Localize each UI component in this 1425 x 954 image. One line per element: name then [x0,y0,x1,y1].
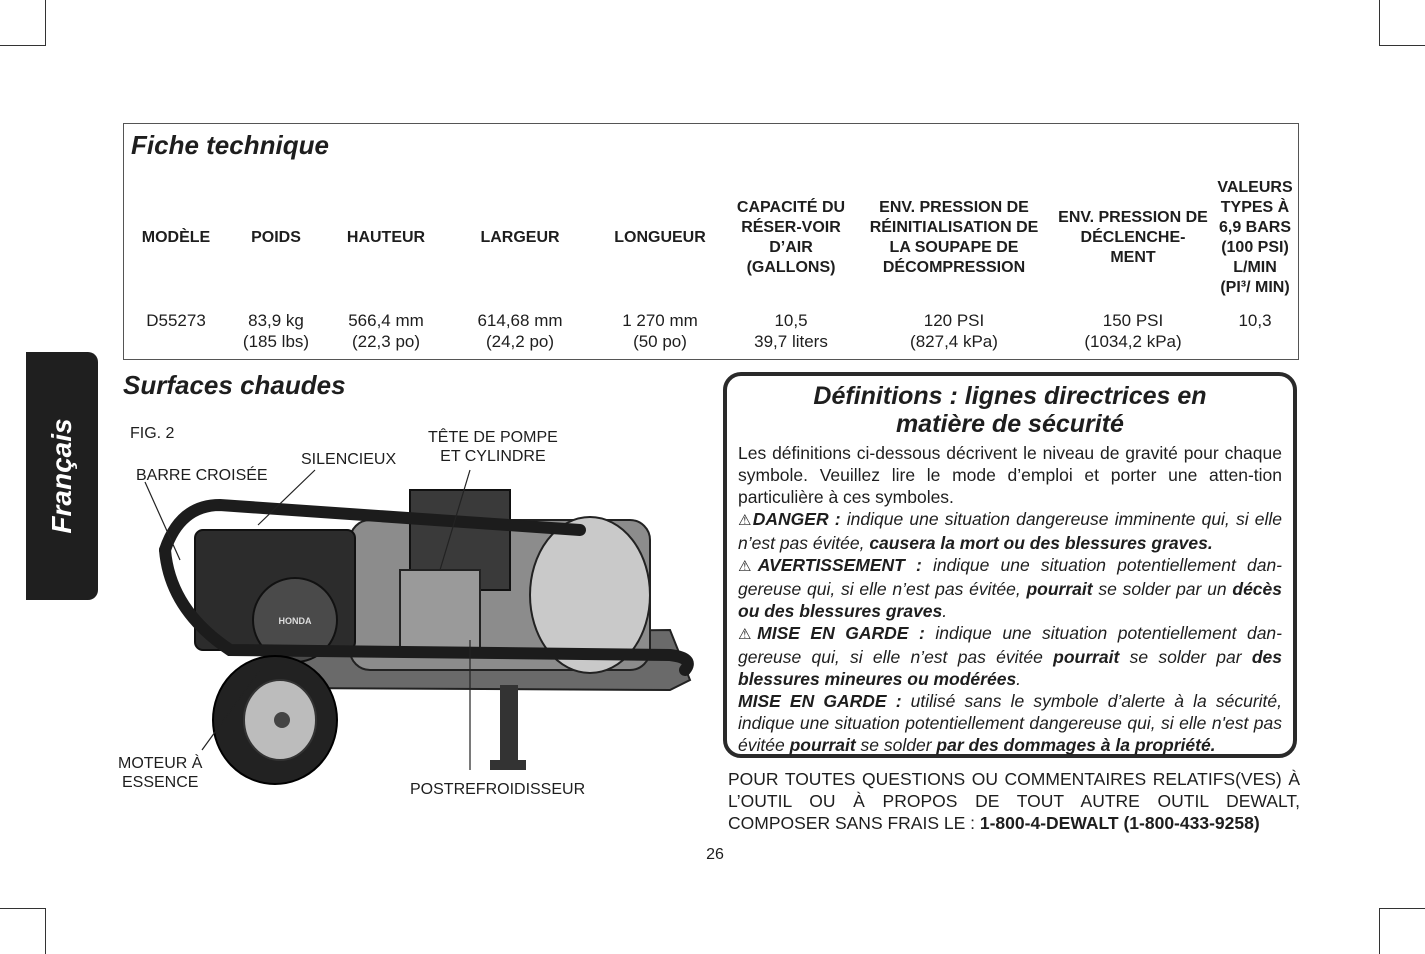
spec-header: VALEURS TYPES À 6,9 BARS (100 PSI) L/MIN (PI³/ MIN) [1217,179,1293,296]
cell-line: (24,2 po) [485,332,555,351]
danger-label: DANGER : [752,509,841,529]
spec-table [124,176,1298,352]
spec-header: POIDS [251,229,301,246]
spec-cell-weight [228,300,324,352]
cell-line: (185 lbs) [242,332,310,351]
spec-header-row [124,176,1298,300]
cell-line: 39,7 liters [754,332,828,351]
spec-header: LARGEUR [480,229,560,246]
warning-bold-2: décès ou des blessures graves [738,579,1282,621]
caution-text-2: se solder par [1119,647,1252,667]
page-number: 26 [706,846,724,863]
notice-text: utilisé sans le symbole d’alerte à la sécurité, indique une situation potentiellement dangereuse qui, si elle n'est pas évitée [738,691,1282,755]
crop-mark [1379,908,1425,909]
compressor-figure [110,420,720,810]
cell-line: 10,5 [774,311,808,330]
notice-bold-2: par des dommages à la propriété. [936,735,1216,755]
cell-line: 1 270 mm [622,311,698,330]
callout-crossbar: BARRE CROISÉE [136,467,268,484]
definitions-title-line2: matière de sécurité [896,410,1124,438]
caution-end: . [1016,669,1022,689]
warning-bold-1: pourrait [1026,579,1093,599]
warning-text-2: se solder par un [1092,579,1233,599]
crop-mark [45,0,46,46]
language-label: Français [46,418,77,534]
crop-mark [1379,908,1380,954]
cell-line: 150 PSI [1102,311,1164,330]
crop-mark [1379,0,1380,46]
spec-cell-typical-values [1212,300,1298,352]
callout-muffler: SILENCIEUX [301,451,397,468]
caution-bold-1: pourrait [1053,647,1120,667]
notice-text-2: se solder [855,735,937,755]
cell-line: 566,4 mm [348,311,424,330]
spec-sheet [123,123,1299,360]
figure-label: FIG. 2 [130,425,175,442]
crop-mark [1379,45,1425,46]
spec-header: LONGUEUR [614,229,706,246]
notice-bold-1: pourrait [789,735,856,755]
cell-line: 83,9 kg [248,311,304,330]
caution-label: MISE EN GARDE : [757,623,925,643]
spec-header: HAUTEUR [346,229,426,246]
spec-title: Fiche technique [131,130,329,160]
cell-line: D55273 [146,311,206,330]
language-side-tab [26,352,98,600]
callout-aftercooler: POSTREFROIDISSEUR [410,781,586,798]
caution-definition [738,622,1282,690]
cell-line: (50 po) [633,332,687,351]
spec-cell-cutout-pressure [1054,300,1212,352]
contact-phone: 1-800-4-DEWALT (1-800-433-9258) [979,813,1260,833]
spec-cell-tank [728,300,854,352]
spec-row [124,300,1298,352]
safety-definitions-box [723,372,1297,758]
warning-label: AVERTISSEMENT : [757,555,922,575]
spec-cell-length [592,300,728,352]
notice-definition [738,690,1282,756]
crop-mark [45,908,46,954]
crop-mark [0,908,46,909]
danger-definition [738,508,1282,554]
cell-line: (22,3 po) [351,332,421,351]
cell-line: (827,4 kPa) [910,332,998,351]
warning-triangle-icon: ⚠ [738,558,758,575]
warning-definition [738,554,1282,622]
warning-triangle-icon: ⚠ [738,512,753,529]
engine-brand: HONDA [278,616,312,626]
definitions-intro: Les définitions ci-dessous décrivent le niveau de gravité pour chaque symbole. Veuillez lire le mode d’emploi et porter une atten-tion particulière à ces symboles. [738,443,1282,507]
spec-cell-width [448,300,592,352]
contact-text: POUR TOUTES QUESTIONS OU COMMENTAIRES RELATIFS(VES) À L’OUTIL OU À PROPOS DE TOUT AUTRE OUTIL DEWALT, COMPOSER SANS FRAIS LE : [728,769,1300,833]
callout-pump-head: TÊTE DE POMPE ET CYLINDRE [428,429,558,465]
danger-text: indique une situation dangereuse imminente qui, si elle n’est pas évitée, [738,509,1283,553]
contact-info [728,768,1300,834]
spec-header: ENV. PRESSION DE DÉCLENCHE-MENT [1058,209,1208,266]
definitions-title [738,382,1282,438]
spec-header: MODÈLE [141,229,211,246]
cell-line: 120 PSI [923,311,985,330]
warning-end: . [942,601,948,621]
spec-cell-height [324,300,448,352]
caution-text: indique une situation potentiellement dan-gereuse qui, si elle n’est pas évitée [738,623,1282,667]
warning-triangle-icon: ⚠ [738,626,758,643]
callout-engine: MOTEUR À ESSENCE [118,755,203,791]
spec-header: CAPACITÉ DU RÉSER-VOIR D’AIR (GALLONS) [736,199,846,276]
warning-text: indique une situation potentiellement dan-gereuse qui, si elle n’est pas évitée, [738,555,1282,599]
notice-label: MISE EN GARDE : [738,691,902,711]
spec-cell-model [124,300,228,352]
caution-bold-2: des blessures mineures ou modérées [738,647,1283,689]
hot-surfaces-title: Surfaces chaudes [123,370,346,400]
spec-cell-reset-pressure [854,300,1054,352]
cell-line: 614,68 mm [477,311,563,330]
cell-line: 10,3 [1238,311,1272,330]
spec-header: ENV. PRESSION DE RÉINITIALISATION DE LA SOUPAPE DE DÉCOMPRESSION [869,199,1039,276]
crop-mark [0,45,46,46]
definitions-title-line1: Définitions : lignes directrices en [813,382,1207,410]
danger-bold: causera la mort ou des blessures graves. [869,533,1213,553]
cell-line: (1034,2 kPa) [1084,332,1182,351]
